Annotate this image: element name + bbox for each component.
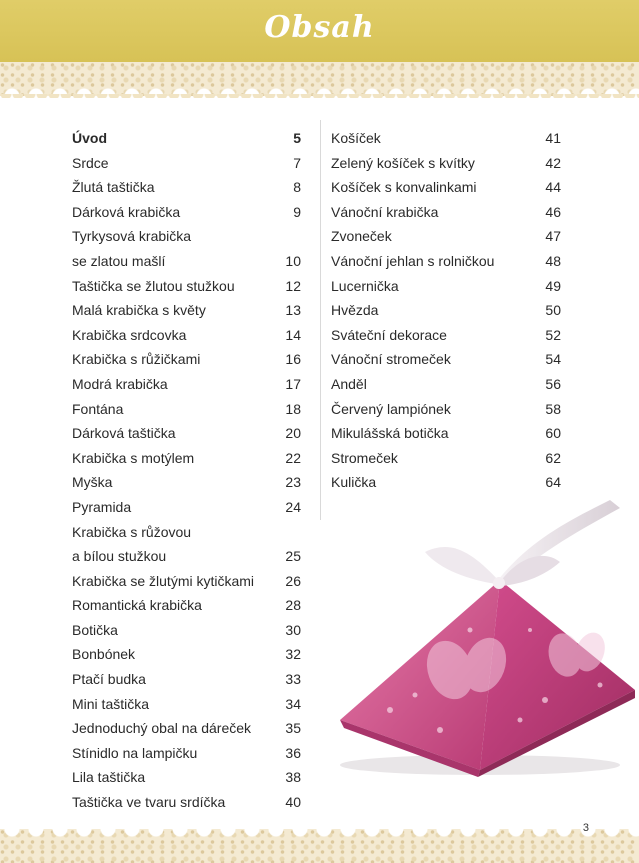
toc-entry bbox=[72, 200, 301, 225]
toc-entry bbox=[72, 151, 301, 176]
toc-entry bbox=[331, 224, 561, 249]
toc-entry-title bbox=[72, 224, 275, 273]
toc-entry-page: 8 bbox=[293, 179, 301, 196]
toc-entry-title: Taštička se žlutou stužkou bbox=[72, 277, 235, 294]
toc-entry bbox=[331, 421, 561, 446]
toc-entry bbox=[331, 397, 561, 422]
toc-entry-title: Malá krabička s květy bbox=[72, 302, 206, 319]
toc-entry bbox=[72, 667, 301, 692]
gift-box-photo bbox=[330, 480, 639, 780]
toc-entry-title: Ptačí budka bbox=[72, 671, 146, 688]
toc-entry-page: 40 bbox=[285, 794, 301, 811]
toc-entry bbox=[72, 397, 301, 422]
toc-entry bbox=[72, 274, 301, 299]
toc-entry-page: 62 bbox=[545, 449, 561, 466]
toc-entry bbox=[72, 520, 301, 569]
toc-entry-title: Vánoční krabička bbox=[331, 203, 439, 220]
toc-entry-page: 50 bbox=[545, 302, 561, 319]
toc-entry-page: 44 bbox=[545, 179, 561, 196]
toc-entry-page: 12 bbox=[285, 277, 301, 294]
page-title: Obsah bbox=[264, 10, 375, 45]
toc-entry-page: 10 bbox=[285, 252, 301, 269]
toc-entry-title-line: se zlatou mašlí bbox=[72, 252, 166, 269]
toc-entry bbox=[72, 765, 301, 790]
toc-entry bbox=[72, 569, 301, 594]
toc-entry bbox=[331, 372, 561, 397]
toc-entry bbox=[331, 347, 561, 372]
toc-entry-page: 9 bbox=[293, 203, 301, 220]
toc-right-column bbox=[331, 126, 561, 495]
toc-entry-page: 18 bbox=[285, 400, 301, 417]
toc-entry bbox=[72, 298, 301, 323]
toc-entry bbox=[331, 323, 561, 348]
toc-entry-title: Myška bbox=[72, 474, 113, 491]
toc-entry-page: 30 bbox=[285, 621, 301, 638]
toc-entry bbox=[331, 126, 561, 151]
toc-entry bbox=[72, 495, 301, 520]
toc-entry-page: 60 bbox=[545, 425, 561, 442]
toc-entry-title: Zvoneček bbox=[331, 228, 392, 245]
toc-entry bbox=[72, 421, 301, 446]
toc-entry-page: 38 bbox=[285, 769, 301, 786]
toc-entry bbox=[72, 175, 301, 200]
toc-entry-page: 7 bbox=[293, 154, 301, 171]
toc-entry-title: Košíček bbox=[331, 130, 381, 146]
toc-entry-page: 36 bbox=[285, 744, 301, 761]
toc-entry-page: 25 bbox=[285, 548, 301, 565]
column-divider bbox=[320, 120, 321, 520]
toc-entry-title: Bonbónek bbox=[72, 646, 136, 663]
toc-entry-title: Taštička ve tvaru srdíčka bbox=[72, 794, 226, 811]
toc-entry-title: Srdce bbox=[72, 154, 109, 171]
toc-entry bbox=[331, 446, 561, 471]
toc-entry bbox=[72, 224, 301, 273]
toc-entry bbox=[72, 347, 301, 372]
toc-entry bbox=[331, 298, 561, 323]
lace-border-top bbox=[0, 62, 639, 96]
toc-entry-title-line: Tyrkysová krabička bbox=[72, 228, 192, 245]
toc-entry bbox=[72, 642, 301, 667]
toc-entry-page: 22 bbox=[285, 449, 301, 466]
toc-entry-page: 5 bbox=[293, 130, 301, 146]
toc-entry-title: Fontána bbox=[72, 400, 124, 417]
toc-entry-title: Botička bbox=[72, 621, 118, 638]
toc-entry-title: Červený lampiónek bbox=[331, 400, 451, 417]
lace-border-bottom bbox=[0, 829, 639, 863]
toc-entry-page: 14 bbox=[285, 326, 301, 343]
page-number: 3 bbox=[582, 822, 589, 834]
toc-entry-page: 35 bbox=[285, 720, 301, 737]
toc-entry bbox=[72, 446, 301, 471]
toc-entry-page: 42 bbox=[545, 154, 561, 171]
toc-entry-title: Pyramida bbox=[72, 498, 132, 515]
toc-entry-title: Romantická krabička bbox=[72, 597, 202, 614]
toc-entry bbox=[72, 618, 301, 643]
toc-entry bbox=[331, 249, 561, 274]
toc-entry-page: 64 bbox=[545, 474, 561, 491]
toc-entry-title: Modrá krabička bbox=[72, 375, 168, 392]
toc-entry-title: Lila taštička bbox=[72, 769, 146, 786]
toc-entry-page: 46 bbox=[545, 203, 561, 220]
toc-entry-page: 28 bbox=[285, 597, 301, 614]
toc-entry-page: 34 bbox=[285, 695, 301, 712]
toc-entry-page: 41 bbox=[545, 130, 561, 146]
toc-entry-title: Krabička s růžičkami bbox=[72, 351, 201, 368]
toc-entry bbox=[331, 274, 561, 299]
toc-entry-title: Dárková taštička bbox=[72, 425, 176, 442]
toc-entry-page: 58 bbox=[545, 400, 561, 417]
toc-entry-page: 23 bbox=[285, 474, 301, 491]
toc-entry-title: Anděl bbox=[331, 375, 367, 392]
toc-entry-page: 16 bbox=[285, 351, 301, 368]
toc-entry-page: 24 bbox=[285, 498, 301, 515]
toc-entry-title: Vánoční jehlan s rolničkou bbox=[331, 252, 495, 269]
toc-entry-title: Lucernička bbox=[331, 277, 399, 294]
toc-entry-page: 54 bbox=[545, 351, 561, 368]
toc-entry-page: 52 bbox=[545, 326, 561, 343]
toc-entry bbox=[72, 593, 301, 618]
toc-entry-title: Dárková krabička bbox=[72, 203, 181, 220]
toc-entry-title: Hvězda bbox=[331, 302, 379, 319]
toc-entry bbox=[331, 200, 561, 225]
toc-entry bbox=[72, 323, 301, 348]
toc-entry bbox=[72, 372, 301, 397]
toc-entry bbox=[72, 126, 301, 151]
toc-entry-title: Zelený košíček s kvítky bbox=[331, 154, 475, 171]
toc-left-column bbox=[72, 126, 301, 815]
toc-entry bbox=[331, 175, 561, 200]
toc-entry-page: 17 bbox=[285, 375, 301, 392]
toc-entry-page: 47 bbox=[545, 228, 561, 245]
toc-entry bbox=[72, 692, 301, 717]
toc-entry-title: Mini taštička bbox=[72, 695, 150, 712]
toc-entry-title: Stínidlo na lampičku bbox=[72, 744, 198, 761]
toc-entry-title: Krabička se žlutými kytičkami bbox=[72, 572, 255, 589]
toc-entry-title bbox=[72, 520, 275, 569]
toc-entry-page: 48 bbox=[545, 252, 561, 269]
toc-entry-title: Kulička bbox=[331, 474, 377, 491]
toc-entry-title: Úvod bbox=[72, 130, 107, 146]
lace-edge-top bbox=[0, 94, 639, 98]
toc-entry-title: Košíček s konvalinkami bbox=[331, 179, 477, 196]
toc-entry-page: 56 bbox=[545, 375, 561, 392]
toc-entry-title: Vánoční stromeček bbox=[331, 351, 451, 368]
toc-entry bbox=[72, 790, 301, 815]
toc-entry-page: 20 bbox=[285, 425, 301, 442]
toc-entry-title: Mikulášská botička bbox=[331, 425, 449, 442]
toc-entry-title: Sváteční dekorace bbox=[331, 326, 447, 343]
toc-entry-title-line: a bílou stužkou bbox=[72, 548, 167, 565]
toc-entry bbox=[72, 470, 301, 495]
toc-entry-page: 33 bbox=[285, 671, 301, 688]
toc-entry-page: 13 bbox=[285, 302, 301, 319]
toc-entry-page: 32 bbox=[285, 646, 301, 663]
toc-entry-title: Stromeček bbox=[331, 449, 398, 466]
toc-entry-title: Žlutá taštička bbox=[72, 179, 155, 196]
toc-entry-page: 49 bbox=[545, 277, 561, 294]
toc-entry bbox=[72, 716, 301, 741]
toc-entry-title: Krabička srdcovka bbox=[72, 326, 187, 343]
toc-entry-title: Krabička s motýlem bbox=[72, 449, 195, 466]
toc-entry bbox=[331, 151, 561, 176]
toc-entry-page: 26 bbox=[285, 572, 301, 589]
toc-entry-title: Jednoduchý obal na dáreček bbox=[72, 720, 252, 737]
toc-entry bbox=[72, 741, 301, 766]
toc-entry-title-line: Krabička s růžovou bbox=[72, 523, 192, 540]
